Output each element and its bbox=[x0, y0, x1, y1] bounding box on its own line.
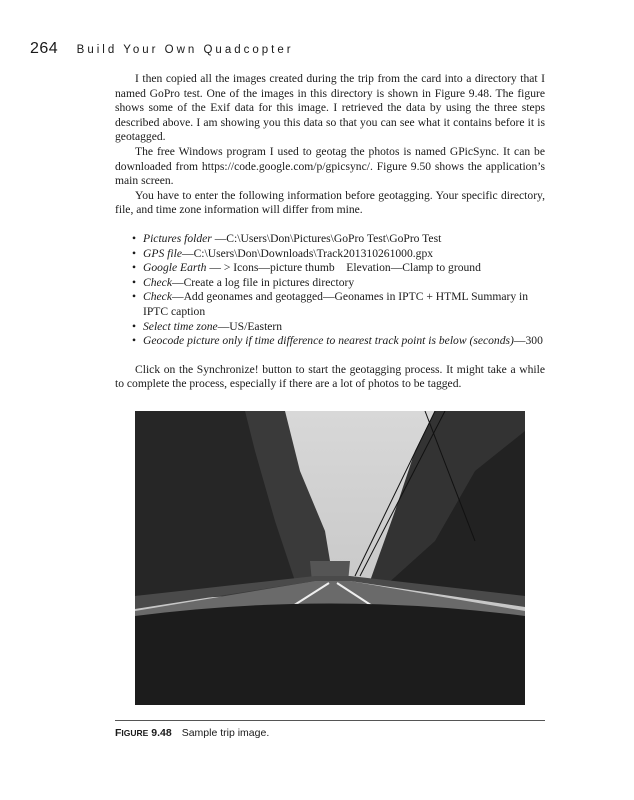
list-item: • Select time zone—US/Eastern bbox=[143, 320, 545, 335]
caption-rule bbox=[115, 720, 545, 721]
list-item: • Check—Add geonames and geotagged—Geonames in IPTC + HTML Summary in IPTC caption bbox=[143, 290, 545, 319]
running-title: Build Your Own Quadcopter bbox=[76, 44, 294, 56]
figure-label: FIGURE 9.48 bbox=[115, 727, 172, 739]
caption-text: Sample trip image. bbox=[181, 727, 270, 739]
page-number: 264 bbox=[30, 40, 59, 57]
list-item: • GPS file—C:\Users\Don\Downloads\Track201310261000.gpx bbox=[143, 247, 545, 262]
figure-image-road-trip bbox=[135, 411, 525, 705]
list-item: • Check—Create a log file in pictures directory bbox=[143, 276, 545, 291]
settings-list bbox=[115, 232, 545, 349]
list-item: • Google Earth — > Icons—picture thumb Elevation—Clamp to ground bbox=[143, 261, 545, 276]
list-item: • Pictures folder —C:\Users\Don\Pictures\GoPro Test\GoPro Test bbox=[143, 232, 545, 247]
figure-caption bbox=[115, 727, 269, 739]
paragraph: I then copied all the images created during the trip from the card into a directory that I named GoPro test. One of the images in this directory is shown in Figure 9.48. The figure shows some of the Exif data for this image. I retrieved the data by using the three steps described above. I am showing you this data so that you can see what it contains before it is geotagged. bbox=[115, 72, 545, 144]
body-text bbox=[115, 72, 545, 392]
paragraph: The free Windows program I used to geotag the photos is named GPicSync. It can be downloaded from https://code.google.com/p/gpicsync/. Figure 9.50 shows the application’s main screen. bbox=[115, 144, 545, 188]
list-item: • Geocode picture only if time difference to nearest track point is below (seconds)—300 bbox=[143, 334, 545, 349]
paragraph: You have to enter the following information before geotagging. Your specific directory, file, and time zone information will differ from mine. bbox=[115, 188, 545, 217]
running-header bbox=[30, 40, 294, 58]
paragraph: Click on the Synchronize! button to start the geotagging process. It might take a while to complete the process, especially if there are a lot of photos to be tagged. bbox=[115, 362, 545, 391]
